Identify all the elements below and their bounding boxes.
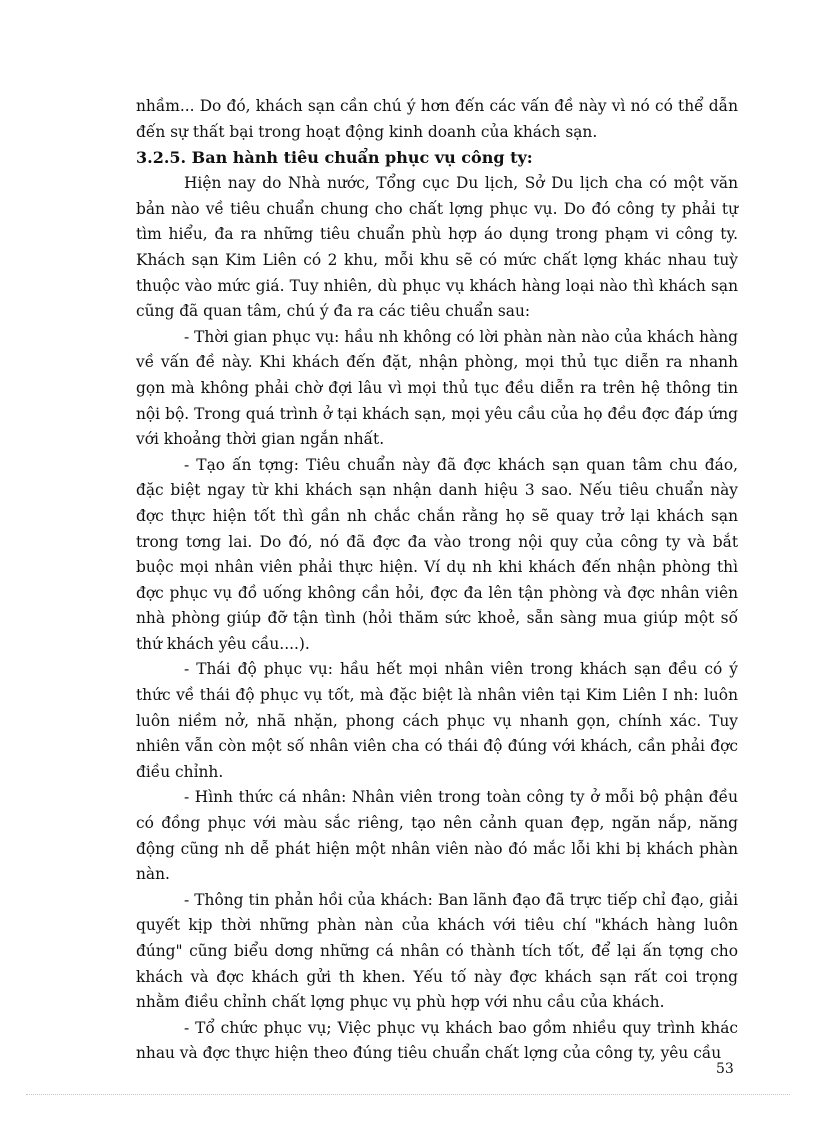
paragraph: nhầm... Do đó, khách sạn cần chú ý hơn đến các vấn đề này vì nó có thể dẫn đến sự thất bại trong hoạt động kinh doanh của khách sạn. xyxy=(136,97,738,141)
paragraph: - Tạo ấn tợng: Tiêu chuẩn này đã đợc khách sạn quan tâm chu đáo, đặc biệt ngay từ khi khách sạn nhận danh hiệu 3 sao. Nếu tiêu chuẩn này đợc thực hiện tốt thì gần nh chắc chắn rằng họ sẽ quay trở lại khách sạn trong tơng lai. Do đó, nó đã đợc đa vào trong nội quy của công ty và bắt buộc mọi nhân viên phải thực hiện. Ví dụ nh khi khách đến nhận phòng thì đợc phục vụ đồ uống không cần hỏi, đợc đa lên tận phòng và đợc nhân viên nhà phòng giúp đỡ tận tình (hỏi thăm sức khoẻ, sẵn sàng mua giúp một số thứ khách yêu cầu....). xyxy=(136,455,738,653)
paragraph: - Tổ chức phục vụ; Việc phục vụ khách bao gồm nhiều quy trình khác nhau và đợc thực hiện theo đúng tiêu chuẩn chất lợng của công ty, yêu cầu xyxy=(136,1018,738,1063)
paragraph: - Thời gian phục vụ: hầu nh không có lời phàn nàn nào của khách hàng về vấn đề này. Khi khách đến đặt, nhận phòng, mọi thủ tục diễn ra nhanh gọn mà không phải chờ đợi lâu vì mọi thủ tục đều diễn ra trên hệ thông tin nội bộ. Trong quá trình ở tại khách sạn, mọi yêu cầu của họ đều đợc đáp ứng với khoảng thời gian ngắn nhất. xyxy=(136,327,738,449)
document-body xyxy=(136,94,738,1067)
page-number: 53 xyxy=(716,1061,734,1077)
paragraph: - Thái độ phục vụ: hầu hết mọi nhân viên trong khách sạn đều có ý thức về thái độ phục vụ tốt, mà đặc biệt là nhân viên tại Kim Liên I nh: luôn luôn niềm nở, nhã nhặn, phong cách phục vụ nhanh gọn, chính xác. Tuy nhiên vẫn còn một số nhân viên cha có thái độ đúng với khách, cần phải đợc điều chỉnh. xyxy=(136,660,738,781)
paragraph: - Hình thức cá nhân: Nhân viên trong toàn công ty ở mỗi bộ phận đều có đồng phục với màu sắc riêng, tạo nên cảnh quan đẹp, ngăn nắp, năng động cũng nh dễ phát hiện một nhân viên nào đó mắc lỗi khi bị khách phàn nàn. xyxy=(136,788,738,884)
paragraph: Hiện nay do Nhà nước, Tổng cục Du lịch, Sở Du lịch cha có một văn bản nào về tiêu chuẩn chung cho chất lợng phục vụ. Do đó công ty phải tự tìm hiểu, đa ra những tiêu chuẩn phù hợp áo dụng trong phạm vi công ty. Khách sạn Kim Liên có 2 khu, mỗi khu sẽ có mức chất lợng khác nhau tuỳ thuộc vào mức giá. Tuy nhiên, dù phục vụ khách hàng loại nào thì khách sạn cũng đã quan tâm, chú ý đa ra các tiêu chuẩn sau: xyxy=(136,174,738,321)
page-bottom-divider xyxy=(26,1094,790,1095)
paragraph: - Thông tin phản hồi của khách: Ban lãnh đạo đã trực tiếp chỉ đạo, giải quyết kịp thời những phàn nàn của khách với tiêu chí "khách hàng luôn đúng" cũng biểu dơng những cá nhân có thành tích tốt, để lại ấn tợng cho khách và đợc khách gửi th khen. Yếu tố này đợc khách sạn rất coi trọng nhằm điều chỉnh chất lợng phục vụ phù hợp với nhu cầu của khách. xyxy=(136,890,738,1012)
section-heading: 3.2.5. Ban hành tiêu chuẩn phục vụ công ty: xyxy=(136,148,533,168)
